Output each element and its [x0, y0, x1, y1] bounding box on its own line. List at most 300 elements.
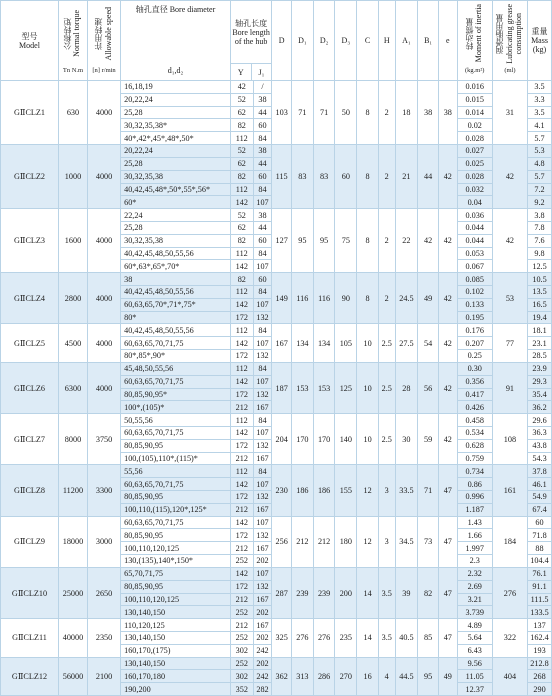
hub-length-j1-cell: 60: [253, 234, 272, 247]
col-D2-header: D₂: [313, 1, 335, 81]
dim-d3-cell: 140: [335, 414, 357, 465]
torque-cell: 1000: [58, 145, 87, 209]
speed-cell: 2650: [87, 567, 120, 618]
dim-h-cell: 2: [378, 209, 395, 273]
hub-length-y-cell: 252: [230, 657, 253, 670]
speed-cell: 4000: [87, 273, 120, 324]
dim-d-cell: 167: [272, 324, 292, 362]
inertia-header: 转动惯量 Moment of inertia (kg.m²): [457, 1, 492, 81]
hub-length-y-cell: 142: [230, 567, 253, 580]
model-cell: GⅡCLZ12: [1, 657, 59, 695]
inertia-cell: 1.187: [457, 503, 492, 516]
dim-a1-cell: 22: [395, 209, 418, 273]
hub-length-y-cell: 172: [230, 491, 253, 504]
dim-h-cell: 3.5: [378, 619, 395, 657]
bore-diameter-cell: 60,63,65,70,71,75: [121, 516, 231, 529]
dim-b1-cell: 82: [418, 567, 439, 618]
bore-diameter-cell: 50,55,56: [121, 414, 231, 427]
dim-a1-cell: 40.5: [395, 619, 418, 657]
bore-diameter-cell: 55,56: [121, 465, 231, 478]
dim-a1-cell: 28: [395, 362, 418, 413]
col-H-header: H: [378, 1, 395, 81]
inertia-cell: 0.067: [457, 260, 492, 273]
mass-cell: 37.8: [528, 465, 552, 478]
inertia-cell: 0.02: [457, 119, 492, 132]
mass-cell: 5.3: [528, 145, 552, 158]
hub-length-y-cell: 82: [230, 119, 253, 132]
table-row: [1, 81, 552, 94]
inertia-cell: 0.032: [457, 183, 492, 196]
hub-length-y-cell: 42: [230, 81, 253, 94]
grease-cell: 276: [492, 567, 527, 618]
table-row: [1, 209, 552, 222]
bore-diameter-cell: 40,42,45,48*,50*,55*,56*: [121, 183, 231, 196]
grease-header: 润滑脂用量 Lubricating grease consumption (ml): [492, 1, 527, 81]
inertia-cell: 0.30: [457, 362, 492, 375]
header-row: [1, 1, 552, 81]
bore-diameter-cell: 80,85,90,95*: [121, 388, 231, 401]
grease-cell: 77: [492, 324, 527, 362]
hub-length-j1-cell: 60: [253, 119, 272, 132]
mass-cell: 54.9: [528, 491, 552, 504]
dim-d1-cell: 170: [292, 414, 314, 465]
mass-cell: 29.6: [528, 414, 552, 427]
mass-cell: 13.5: [528, 286, 552, 299]
mass-cell: 111.5: [528, 593, 552, 606]
inertia-cell: 2.3: [457, 555, 492, 568]
dim-h-cell: 2.5: [378, 414, 395, 465]
mass-cell: 3.5: [528, 81, 552, 94]
hub-length-j1-cell: 167: [253, 452, 272, 465]
dim-d1-cell: 313: [292, 657, 314, 695]
speed-cell: 4000: [87, 324, 120, 362]
dim-d2-cell: 286: [313, 657, 335, 695]
inertia-cell: 0.356: [457, 375, 492, 388]
inertia-cell: 0.102: [457, 286, 492, 299]
mass-cell: 3.5: [528, 106, 552, 119]
dim-e-cell: 38: [438, 81, 457, 145]
hub-length-j1-cell: 107: [253, 426, 272, 439]
dim-a1-cell: 27.5: [395, 324, 418, 362]
grease-cell: 161: [492, 465, 527, 516]
bore-diameter-cell: 30,32,35,38: [121, 234, 231, 247]
bore-diameter-cell: 80,85,90,95: [121, 580, 231, 593]
dim-d-cell: 256: [272, 516, 292, 567]
dim-h-cell: 2.5: [378, 362, 395, 413]
bore-diameter-cell: 60*: [121, 196, 231, 209]
dim-h-cell: 2: [378, 273, 395, 324]
hub-length-y-cell: 302: [230, 670, 253, 683]
hub-length-header: 轴孔长度 Bore length of the hub Y J₁: [230, 1, 271, 81]
mass-cell: 5.7: [528, 132, 552, 145]
col-D3-header: D₃: [335, 1, 357, 81]
dim-b1-cell: 54: [418, 324, 439, 362]
hub-length-y-cell: 52: [230, 145, 253, 158]
dim-b1-cell: 59: [418, 414, 439, 465]
hub-length-j1-cell: 84: [253, 183, 272, 196]
dim-d3-cell: 90: [335, 273, 357, 324]
grease-cell: 42: [492, 209, 527, 273]
dim-d1-cell: 239: [292, 567, 314, 618]
hub-length-y-cell: 112: [230, 362, 253, 375]
hub-length-y-cell: 112: [230, 183, 253, 196]
mass-cell: 268: [528, 670, 552, 683]
table-row: [1, 516, 552, 529]
speed-cell: 4000: [87, 209, 120, 273]
inertia-cell: 0.195: [457, 311, 492, 324]
torque-cell: 25000: [58, 567, 87, 618]
torque-cell: 8000: [58, 414, 87, 465]
dim-d-cell: 325: [272, 619, 292, 657]
dim-d1-cell: 116: [292, 273, 314, 324]
dim-c-cell: 8: [357, 81, 379, 145]
dim-h-cell: 2: [378, 81, 395, 145]
hub-length-y-cell: 82: [230, 170, 253, 183]
hub-length-y-cell: 142: [230, 196, 253, 209]
hub-length-y-cell: 112: [230, 414, 253, 427]
hub-length-j1-cell: 38: [253, 93, 272, 106]
dim-d1-cell: 83: [292, 145, 314, 209]
bore-diameter-cell: 20,22,24: [121, 93, 231, 106]
hub-length-y-cell: 172: [230, 439, 253, 452]
inertia-cell: 0.86: [457, 478, 492, 491]
dim-d3-cell: 60: [335, 145, 357, 209]
inertia-cell: 1.997: [457, 542, 492, 555]
hub-length-y-cell: 112: [230, 286, 253, 299]
bore-diameter-cell: 22,24: [121, 209, 231, 222]
hub-length-y-cell: 212: [230, 542, 253, 555]
dim-c-cell: 8: [357, 273, 379, 324]
hub-length-j1-cell: 132: [253, 529, 272, 542]
dim-d-cell: 230: [272, 465, 292, 516]
bore-diameter-cell: 40,42,45,48,50,55,56: [121, 324, 231, 337]
dim-h-cell: 3: [378, 465, 395, 516]
hub-length-j1-cell: 84: [253, 414, 272, 427]
hub-length-y-cell: 212: [230, 452, 253, 465]
bore-diameter-cell: 160,170,180: [121, 670, 231, 683]
mass-cell: 28.5: [528, 350, 552, 363]
dim-e-cell: 47: [438, 465, 457, 516]
hub-length-j1-cell: 242: [253, 670, 272, 683]
speed-cell: 3750: [87, 414, 120, 465]
table-row: [1, 657, 552, 670]
mass-cell: 36.3: [528, 426, 552, 439]
bore-diameter-cell: 190,200: [121, 683, 231, 696]
hub-length-y-cell: 82: [230, 273, 253, 286]
model-header: 型号 Model: [1, 1, 59, 81]
hub-length-j1-cell: 132: [253, 350, 272, 363]
inertia-cell: 0.036: [457, 209, 492, 222]
hub-length-y-cell: 112: [230, 132, 253, 145]
bore-diameter-cell: 30,32,35,38*: [121, 119, 231, 132]
inertia-cell: 2.32: [457, 567, 492, 580]
inertia-cell: 0.759: [457, 452, 492, 465]
inertia-cell: 0.25: [457, 350, 492, 363]
inertia-cell: 4.89: [457, 619, 492, 632]
mass-cell: 35.4: [528, 388, 552, 401]
dim-d3-cell: 75: [335, 209, 357, 273]
speed-cell: 3000: [87, 516, 120, 567]
model-cell: GⅡCLZ11: [1, 619, 59, 657]
inertia-cell: 1.43: [457, 516, 492, 529]
hub-length-y-cell: 172: [230, 311, 253, 324]
dim-d3-cell: 235: [335, 619, 357, 657]
mass-cell: 12.5: [528, 260, 552, 273]
dim-e-cell: 47: [438, 619, 457, 657]
bore-diameter-cell: 130,140,150: [121, 631, 231, 644]
inertia-cell: 0.016: [457, 81, 492, 94]
dim-c-cell: 14: [357, 619, 379, 657]
table-row: [1, 414, 552, 427]
bore-diameter-cell: 30,32,35,38: [121, 170, 231, 183]
inertia-cell: 0.044: [457, 234, 492, 247]
dim-c-cell: 14: [357, 567, 379, 618]
bore-diameter-cell: 160,170,(175): [121, 644, 231, 657]
inertia-cell: 0.044: [457, 221, 492, 234]
grease-cell: 322: [492, 619, 527, 657]
dim-c-cell: 8: [357, 145, 379, 209]
spec-body: [1, 81, 552, 696]
dim-b1-cell: 71: [418, 465, 439, 516]
model-cell: GⅡCLZ4: [1, 273, 59, 324]
bore-diameter-cell: 25,28: [121, 157, 231, 170]
dim-d3-cell: 50: [335, 81, 357, 145]
hub-length-j1-cell: 107: [253, 337, 272, 350]
dim-b1-cell: 38: [418, 81, 439, 145]
mass-cell: 29.3: [528, 375, 552, 388]
hub-length-y-cell: 172: [230, 350, 253, 363]
hub-length-y-cell: 302: [230, 644, 253, 657]
dim-b1-cell: 85: [418, 619, 439, 657]
hub-length-j1-cell: 84: [253, 247, 272, 260]
dim-d2-cell: 170: [313, 414, 335, 465]
inertia-cell: 0.458: [457, 414, 492, 427]
bore-diameter-cell: 40,42,45,48,50,55,56: [121, 247, 231, 260]
hub-length-y-cell: 212: [230, 503, 253, 516]
hub-length-j1-cell: 44: [253, 221, 272, 234]
torque-cell: 630: [58, 81, 87, 145]
bore-diameter-cell: 25,28: [121, 221, 231, 234]
bore-diameter-cell: 40,42,45,48,50,55,56: [121, 286, 231, 299]
dim-e-cell: 47: [438, 567, 457, 618]
torque-cell: 56000: [58, 657, 87, 695]
mass-cell: 4.8: [528, 157, 552, 170]
model-cell: GⅡCLZ10: [1, 567, 59, 618]
hub-length-j1-cell: 167: [253, 401, 272, 414]
hub-length-j1-cell: 84: [253, 465, 272, 478]
hub-length-y-cell: 212: [230, 619, 253, 632]
torque-cell: 6300: [58, 362, 87, 413]
mass-cell: 9.2: [528, 196, 552, 209]
speed-cell: 4000: [87, 81, 120, 145]
dim-d2-cell: 186: [313, 465, 335, 516]
inertia-cell: 0.417: [457, 388, 492, 401]
grease-cell: 108: [492, 414, 527, 465]
model-cell: GⅡCLZ1: [1, 81, 59, 145]
mass-cell: 3.8: [528, 209, 552, 222]
bore-diameter-cell: 45,48,50,55,56: [121, 362, 231, 375]
hub-length-y-cell: 112: [230, 247, 253, 260]
col-e-header: e: [438, 1, 457, 81]
table-row: [1, 145, 552, 158]
hub-length-y-cell: 112: [230, 324, 253, 337]
inertia-cell: 0.426: [457, 401, 492, 414]
mass-cell: 7.6: [528, 234, 552, 247]
torque-cell: 40000: [58, 619, 87, 657]
inertia-cell: 0.628: [457, 439, 492, 452]
dim-h-cell: 3.5: [378, 567, 395, 618]
table-row: [1, 324, 552, 337]
dim-d1-cell: 186: [292, 465, 314, 516]
hub-length-y-cell: 62: [230, 157, 253, 170]
dim-h-cell: 3: [378, 516, 395, 567]
inertia-cell: 1.66: [457, 529, 492, 542]
dim-c-cell: 12: [357, 465, 379, 516]
mass-header: 重量 Mass (kg): [528, 1, 552, 81]
dim-d3-cell: 125: [335, 362, 357, 413]
dim-e-cell: 42: [438, 145, 457, 209]
hub-length-j1-cell: 132: [253, 388, 272, 401]
speed-cell: 2350: [87, 619, 120, 657]
dim-d-cell: 187: [272, 362, 292, 413]
hub-length-j1-cell: 132: [253, 580, 272, 593]
mass-cell: 162.4: [528, 631, 552, 644]
dim-h-cell: 4: [378, 657, 395, 695]
bore-diameter-cell: 60,63,65,70,71,75: [121, 478, 231, 491]
bore-diameter-cell: 80,85,90,95: [121, 491, 231, 504]
speed-cell: 4000: [87, 362, 120, 413]
dim-d2-cell: 239: [313, 567, 335, 618]
dim-c-cell: 10: [357, 324, 379, 362]
model-cell: GⅡCLZ6: [1, 362, 59, 413]
bore-diameter-cell: 80*: [121, 311, 231, 324]
col-A1-header: A₁: [395, 1, 418, 81]
bore-diameter-cell: 38: [121, 273, 231, 286]
model-cell: GⅡCLZ5: [1, 324, 59, 362]
speed-header: 许用转速 Allowable speed [n] r/min: [87, 1, 120, 81]
dim-e-cell: 42: [438, 209, 457, 273]
bore-diameter-cell: 100*,(105)*: [121, 401, 231, 414]
mass-cell: 60: [528, 516, 552, 529]
dim-b1-cell: 56: [418, 362, 439, 413]
mass-cell: 104.4: [528, 555, 552, 568]
mass-cell: 4.1: [528, 119, 552, 132]
model-cell: GⅡCLZ7: [1, 414, 59, 465]
mass-cell: 23.1: [528, 337, 552, 350]
inertia-cell: 5.64: [457, 631, 492, 644]
hub-length-j1-cell: 167: [253, 542, 272, 555]
hub-length-y-cell: 252: [230, 631, 253, 644]
inertia-cell: 0.176: [457, 324, 492, 337]
inertia-cell: 0.996: [457, 491, 492, 504]
mass-cell: 133.5: [528, 606, 552, 619]
inertia-cell: 12.37: [457, 683, 492, 696]
dim-a1-cell: 30: [395, 414, 418, 465]
col-D-header: D: [272, 1, 292, 81]
col-D1-header: D₁: [292, 1, 314, 81]
hub-length-y-cell: 82: [230, 234, 253, 247]
inertia-cell: 0.085: [457, 273, 492, 286]
hub-length-j1-cell: 202: [253, 555, 272, 568]
hub-length-j1-cell: 107: [253, 298, 272, 311]
bore-diameter-cell: 20,22,24: [121, 145, 231, 158]
mass-cell: 46.1: [528, 478, 552, 491]
mass-cell: 10.5: [528, 273, 552, 286]
dim-c-cell: 10: [357, 414, 379, 465]
torque-header: 公称转矩 Normal torque Tn N.m: [58, 1, 87, 81]
dim-d2-cell: 83: [313, 145, 335, 209]
hub-length-j1-cell: 84: [253, 132, 272, 145]
mass-cell: 23.9: [528, 362, 552, 375]
grease-cell: 404: [492, 657, 527, 695]
mass-cell: 5.7: [528, 170, 552, 183]
mass-cell: 18.1: [528, 324, 552, 337]
dim-d1-cell: 95: [292, 209, 314, 273]
bore-diameter-cell: 100,110,120,125: [121, 593, 231, 606]
hub-length-y-cell: 172: [230, 388, 253, 401]
model-cell: GⅡCLZ9: [1, 516, 59, 567]
model-cell: GⅡCLZ3: [1, 209, 59, 273]
bore-diameter-cell: 100,110,120,125: [121, 542, 231, 555]
inertia-cell: 0.04: [457, 196, 492, 209]
hub-length-j1-cell: 167: [253, 593, 272, 606]
bore-diameter-cell: 40*,42*,45*,48*,50*: [121, 132, 231, 145]
inertia-cell: 3.21: [457, 593, 492, 606]
hub-length-j1-cell: 107: [253, 196, 272, 209]
hub-length-y-cell: 142: [230, 298, 253, 311]
inertia-cell: 0.015: [457, 93, 492, 106]
hub-length-j1-cell: 167: [253, 619, 272, 632]
dim-a1-cell: 44.5: [395, 657, 418, 695]
grease-cell: 31: [492, 81, 527, 145]
hub-length-j1-cell: 107: [253, 375, 272, 388]
mass-cell: 3.3: [528, 93, 552, 106]
dim-d-cell: 115: [272, 145, 292, 209]
hub-length-j1-cell: 84: [253, 362, 272, 375]
hub-length-j1-cell: 132: [253, 439, 272, 452]
table-row: [1, 465, 552, 478]
bore-diameter-cell: 80,85,90,95: [121, 439, 231, 452]
dim-h-cell: 2.5: [378, 324, 395, 362]
bore-diameter-cell: 60,63,65,70,71,75: [121, 426, 231, 439]
hub-length-y-cell: 52: [230, 209, 253, 222]
dim-c-cell: 8: [357, 209, 379, 273]
inertia-cell: 0.207: [457, 337, 492, 350]
mass-cell: 71.8: [528, 529, 552, 542]
hub-length-j1-cell: 132: [253, 311, 272, 324]
dim-b1-cell: 73: [418, 516, 439, 567]
mass-cell: 16.5: [528, 298, 552, 311]
hub-length-y-cell: 142: [230, 375, 253, 388]
dim-e-cell: 42: [438, 273, 457, 324]
hub-length-j1-cell: 38: [253, 145, 272, 158]
hub-length-y-cell: 62: [230, 106, 253, 119]
dim-d2-cell: 212: [313, 516, 335, 567]
dim-d3-cell: 200: [335, 567, 357, 618]
mass-cell: 290: [528, 683, 552, 696]
bore-diameter-cell: 110,120,125: [121, 619, 231, 632]
inertia-cell: 6.43: [457, 644, 492, 657]
inertia-cell: 0.025: [457, 157, 492, 170]
grease-cell: 53: [492, 273, 527, 324]
hub-length-y-cell: 142: [230, 478, 253, 491]
mass-cell: 76.1: [528, 567, 552, 580]
inertia-cell: 2.69: [457, 580, 492, 593]
dim-e-cell: 42: [438, 362, 457, 413]
dim-d1-cell: 153: [292, 362, 314, 413]
hub-length-j1-cell: 44: [253, 106, 272, 119]
mass-cell: 67.4: [528, 503, 552, 516]
